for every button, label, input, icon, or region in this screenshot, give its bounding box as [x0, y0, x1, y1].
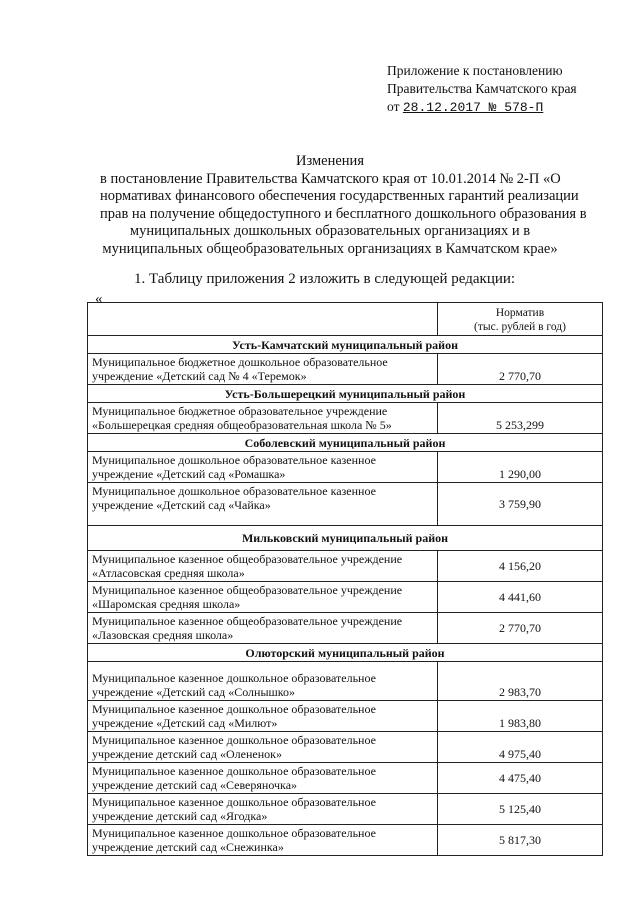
header-value-title: Норматив — [495, 307, 545, 319]
institution-name — [88, 354, 438, 385]
normative-value: 4 156,20 — [438, 551, 603, 582]
institution-name — [88, 701, 438, 732]
title-line: муниципальных дошкольных образовательных организациях и в — [129, 223, 531, 239]
normative-value: 2 983,70 — [438, 662, 603, 701]
table-header-row — [88, 303, 603, 336]
institution-name — [88, 582, 438, 613]
district-name: Соболевский муниципальный район — [88, 434, 603, 452]
name-line-2: учреждение детский сад «Снежинка» — [92, 840, 284, 854]
name-line-1: Муниципальное казенное общеобразовательное учреждение — [92, 583, 403, 597]
table-row — [88, 794, 603, 825]
opening-quote: « — [95, 291, 103, 307]
appendix-line-2: Правительства Камчатского края — [387, 81, 577, 96]
name-line-1: Муниципальное бюджетное дошкольное образовательное — [92, 355, 388, 369]
name-line-1: Муниципальное казенное дошкольное образовательное — [92, 764, 376, 778]
institution-name — [88, 732, 438, 763]
table-row — [88, 613, 603, 644]
name-line-2: учреждение «Детский сад «Милют» — [92, 716, 278, 730]
table-row — [88, 582, 603, 613]
table-row — [88, 732, 603, 763]
appendix-header — [387, 62, 577, 117]
table-row — [88, 763, 603, 794]
district-name: Олюторский муниципальный район — [88, 644, 603, 662]
table-row — [88, 662, 603, 701]
title-line: нормативах финансового обеспечения государственных гарантий реализации — [100, 188, 579, 204]
name-line-2: учреждение «Детский сад «Чайка» — [92, 498, 271, 512]
name-line-1: Муниципальное казенное дошкольное образовательное — [92, 826, 376, 840]
name-line-2: учреждение детский сад «Ягодка» — [92, 809, 268, 823]
district-row — [88, 336, 603, 354]
normative-value: 2 770,70 — [438, 354, 603, 385]
normative-value: 5 817,30 — [438, 825, 603, 856]
name-line-2: «Шаромская средняя школа» — [92, 597, 241, 611]
district-name: Мильковский муниципальный район — [88, 526, 603, 551]
name-line-1: Муниципальное дошкольное образовательное казенное — [92, 453, 376, 467]
title-line: прав на получение общедоступного и бесплатного дошкольного образования в — [100, 205, 587, 222]
institution-name — [88, 551, 438, 582]
institution-name — [88, 794, 438, 825]
document-title — [100, 153, 587, 258]
normative-value: 3 759,90 — [438, 483, 603, 526]
name-line-1: Муниципальное казенное дошкольное образовательное — [92, 702, 376, 716]
name-line-2: «Большерецкая средняя общеобразовательная школа № 5» — [92, 418, 392, 432]
name-line-2: «Лазовская средняя школа» — [92, 628, 234, 642]
resolution-date: 28.12.2017 № 578-П — [402, 100, 544, 115]
normative-value: 2 770,70 — [438, 613, 603, 644]
name-line-1: Муниципальное дошкольное образовательное казенное — [92, 484, 376, 498]
institution-name — [88, 403, 438, 434]
table-row — [88, 483, 603, 526]
name-line-2: учреждение «Детский сад № 4 «Теремок» — [92, 369, 307, 383]
normative-value: 1 983,80 — [438, 701, 603, 732]
table-row — [88, 551, 603, 582]
title-heading: Изменения — [296, 153, 364, 169]
table-row — [88, 452, 603, 483]
name-line-1: Муниципальное казенное дошкольное образовательное — [92, 733, 376, 747]
district-row — [88, 644, 603, 662]
district-row — [88, 385, 603, 403]
name-line-2: учреждение детский сад «Олененок» — [92, 747, 282, 761]
district-row — [88, 526, 603, 551]
name-line-2: «Атласовская средняя школа» — [92, 566, 245, 580]
table-row — [88, 403, 603, 434]
normative-value: 5 125,40 — [438, 794, 603, 825]
name-line-1: Муниципальное бюджетное образовательное учреждение — [92, 404, 388, 418]
name-line-1: Муниципальное казенное дошкольное образовательное — [92, 671, 376, 685]
normative-value: 4 975,40 — [438, 732, 603, 763]
appendix-line-1: Приложение к постановлению — [387, 63, 563, 78]
title-line: в постановление Правительства Камчатского края от 10.01.2014 № 2-П «О — [100, 170, 561, 187]
normative-value: 4 475,40 — [438, 763, 603, 794]
district-name: Усть-Большерецкий муниципальный район — [88, 385, 603, 403]
name-line-2: учреждение детский сад «Северяночка» — [92, 778, 298, 792]
item-1-text: 1. Таблицу приложения 2 изложить в следующей редакции: — [134, 271, 516, 287]
header-name-cell — [88, 303, 438, 336]
header-value-unit: (тыс. рублей в год) — [474, 321, 566, 333]
name-line-2: учреждение «Детский сад «Ромашка» — [92, 467, 286, 481]
normative-value: 1 290,00 — [438, 452, 603, 483]
normatives-table — [87, 302, 603, 856]
district-row — [88, 434, 603, 452]
normative-value: 4 441,60 — [438, 582, 603, 613]
institution-name — [88, 452, 438, 483]
appendix-date-line — [387, 98, 577, 117]
header-value-cell — [438, 303, 603, 336]
name-line-1: Муниципальное казенное общеобразовательное учреждение — [92, 614, 403, 628]
name-line-1: Муниципальное казенное дошкольное образовательное — [92, 795, 376, 809]
title-line: муниципальных общеобразовательных организациях в Камчатском крае» — [102, 240, 558, 257]
institution-name — [88, 763, 438, 794]
table-row — [88, 354, 603, 385]
table-row — [88, 825, 603, 856]
institution-name — [88, 613, 438, 644]
name-line-2: учреждение «Детский сад «Солнышко» — [92, 685, 295, 699]
institution-name — [88, 662, 438, 701]
table-row — [88, 701, 603, 732]
normative-value: 5 253,299 — [438, 403, 603, 434]
name-line-1: Муниципальное казенное общеобразовательное учреждение — [92, 552, 403, 566]
institution-name — [88, 483, 438, 526]
institution-name — [88, 825, 438, 856]
date-prefix: от — [387, 99, 400, 114]
district-name: Усть-Камчатский муниципальный район — [88, 336, 603, 354]
